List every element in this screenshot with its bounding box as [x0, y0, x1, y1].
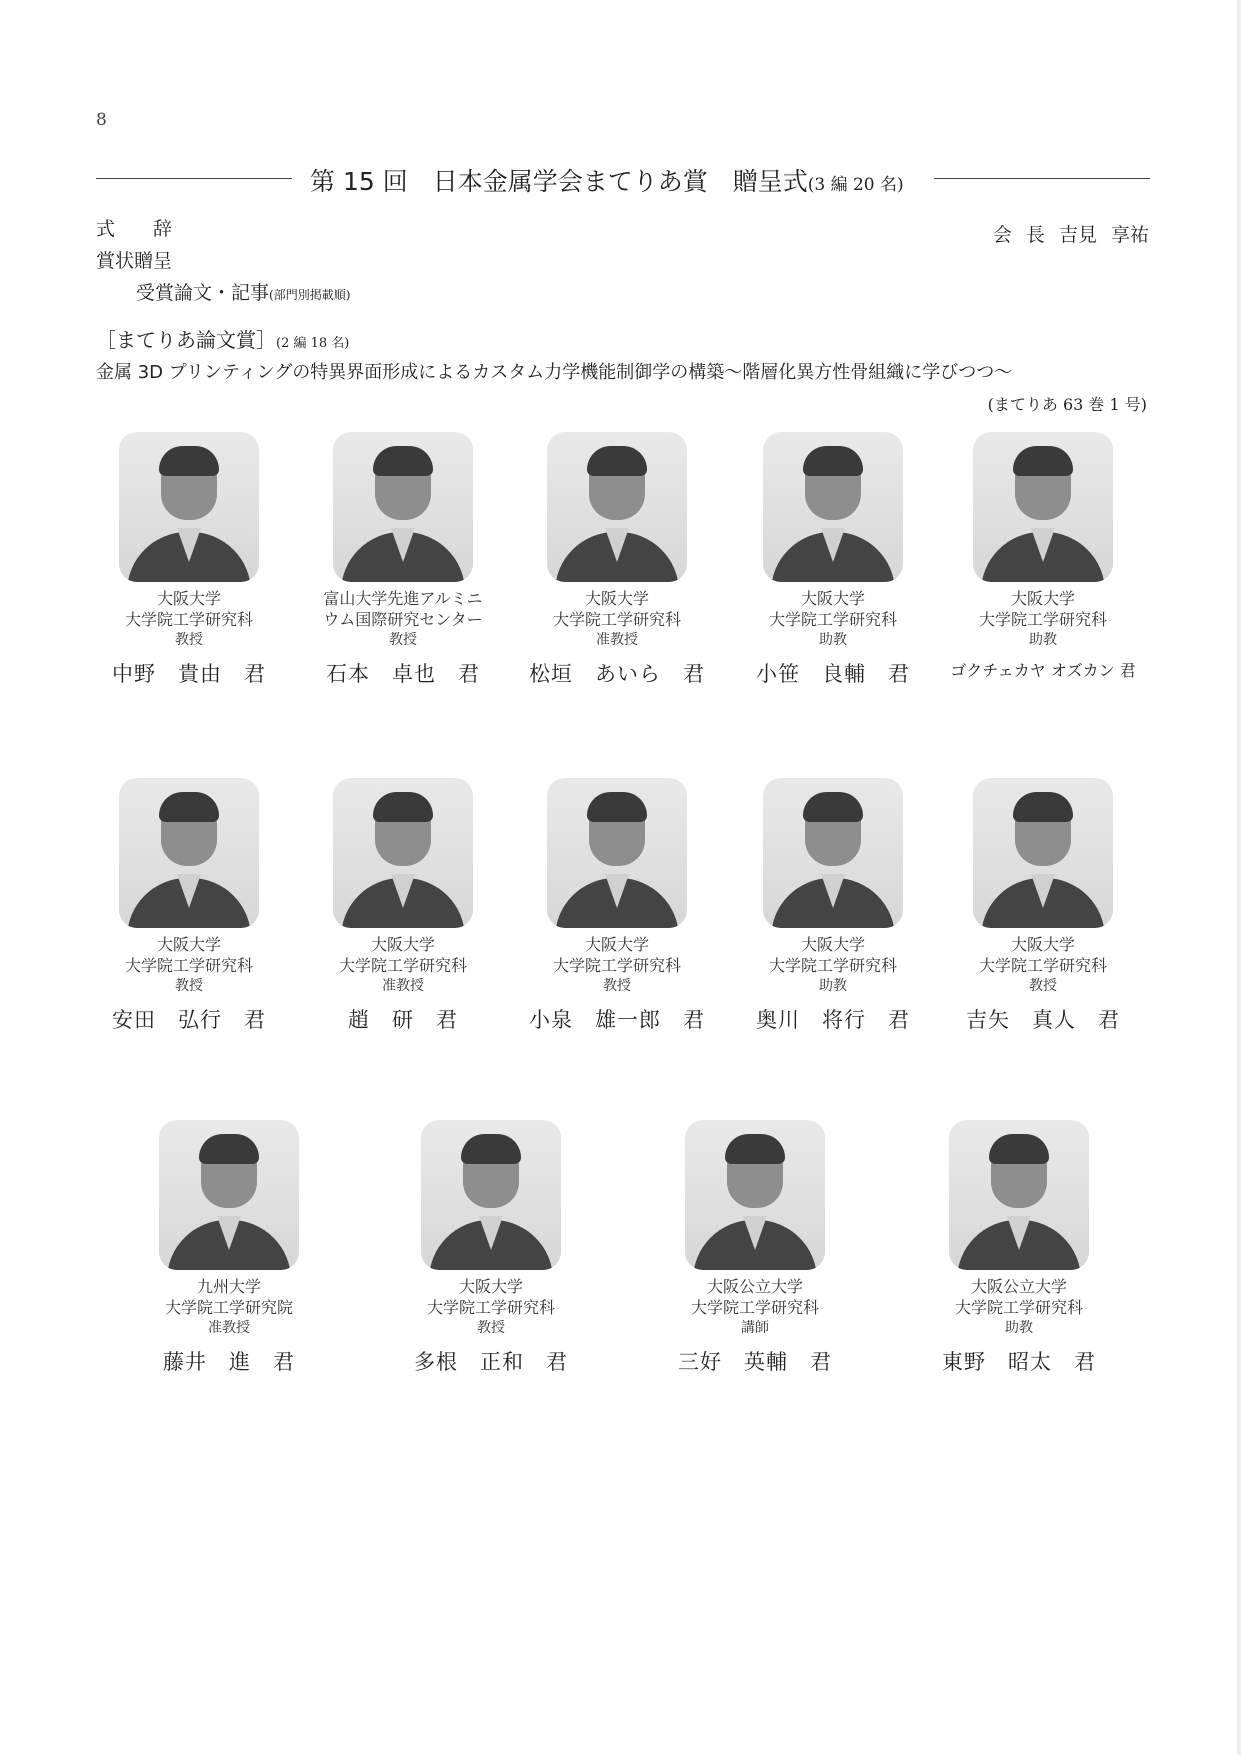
- person-name: 中野 貴由 君: [112, 662, 266, 686]
- affiliation-line-1: 大阪大学: [800, 589, 865, 608]
- affiliation-line-1: 九州大学: [196, 1277, 261, 1296]
- portrait-photo: [973, 778, 1113, 928]
- person-card: [924, 1120, 1114, 1376]
- position: 教授: [175, 632, 203, 648]
- position: 助教: [819, 632, 847, 648]
- person-name: 石本 卓也 君: [326, 662, 480, 686]
- position: 教授: [175, 978, 203, 994]
- position: 助教: [819, 978, 847, 994]
- affiliation-line-1: 大阪大学: [1010, 589, 1075, 608]
- affiliation-line-2: 大学院工学研究院: [164, 1298, 293, 1317]
- paper-title: 金属 3D プリンティングの特異界面形成によるカスタム力学機能制御学の構築～階層化異方性骨組織に学びつつ～: [96, 362, 1013, 383]
- person-name: 三好 英輔 君: [678, 1350, 832, 1374]
- program-papers-label: 受賞論文・記事: [136, 282, 270, 304]
- person-name: 松垣 あいら 君: [529, 662, 705, 686]
- affiliation-line-2: 大学院工学研究科: [978, 956, 1107, 975]
- affiliation-line-1: 大阪公立大学: [970, 1277, 1067, 1296]
- person-name: 小笹 良輔 君: [756, 662, 910, 686]
- portrait-photo: [333, 432, 473, 582]
- person-card: [522, 778, 712, 1034]
- portrait-photo: [685, 1120, 825, 1270]
- portrait-photo: [547, 778, 687, 928]
- person-card: [308, 778, 498, 1034]
- award-count: (2 編 18 名): [276, 336, 350, 351]
- ceremony-title: [310, 162, 904, 198]
- person-name: 趙 研 君: [348, 1008, 458, 1032]
- ceremony-title-count: (3 編 20 名): [807, 175, 904, 195]
- person-name: 小泉 雄一郎 君: [529, 1008, 705, 1032]
- affiliation-line-1: 大阪大学: [584, 589, 649, 608]
- position: 講師: [741, 1320, 769, 1336]
- affiliation-line-2: 大学院工学研究科: [124, 956, 253, 975]
- chair: [993, 220, 1149, 247]
- affiliation-line-1: 大阪大学: [800, 935, 865, 954]
- person-name: 藤井 進 君: [163, 1350, 295, 1374]
- affiliation-line-2: 大学院工学研究科: [338, 956, 467, 975]
- portrait-photo: [973, 432, 1113, 582]
- award-name: ［まてりあ論文賞］: [96, 328, 276, 352]
- person-card: [948, 432, 1138, 681]
- person-card: [738, 778, 928, 1034]
- person-card: [396, 1120, 586, 1376]
- position: 教授: [477, 1320, 505, 1336]
- affiliation-line-1: 大阪大学: [370, 935, 435, 954]
- affiliation-line-2: 大学院工学研究科: [552, 956, 681, 975]
- position: 准教授: [596, 632, 638, 648]
- title-rule-right: [934, 178, 1150, 179]
- affiliation-line-2: 大学院工学研究科: [426, 1298, 555, 1317]
- portrait-photo: [421, 1120, 561, 1270]
- position: 准教授: [208, 1320, 250, 1336]
- portrait-photo: [119, 432, 259, 582]
- person-card: [738, 432, 928, 688]
- portrait-photo: [159, 1120, 299, 1270]
- person-name: ゴクチェカヤ オズカン 君: [950, 661, 1136, 680]
- affiliation-line-2: 大学院工学研究科: [768, 610, 897, 629]
- position: 教授: [389, 632, 417, 648]
- position: 助教: [1029, 632, 1057, 648]
- portrait-photo: [547, 432, 687, 582]
- affiliation-line-2: 大学院工学研究科: [978, 610, 1107, 629]
- portrait-photo: [119, 778, 259, 928]
- page-edge: [1237, 0, 1241, 1755]
- chair-name: 吉見 享祐: [1058, 224, 1149, 246]
- person-card: [134, 1120, 324, 1376]
- ceremony-title-main: 第 15 回 日本金属学会まてりあ賞 贈呈式: [310, 167, 808, 196]
- program-speech: 式 辞: [96, 218, 173, 240]
- person-card: [94, 432, 284, 688]
- affiliation-line-2: 大学院工学研究科: [954, 1298, 1083, 1317]
- affiliation-line-2: 大学院工学研究科: [768, 956, 897, 975]
- journal-citation: (まてりあ 63 巻 1 号): [987, 395, 1147, 414]
- person-card: [94, 778, 284, 1034]
- affiliation-line-1: 大阪大学: [584, 935, 649, 954]
- portrait-photo: [763, 432, 903, 582]
- program-papers-note: (部門別掲載順): [269, 288, 351, 302]
- portrait-photo: [949, 1120, 1089, 1270]
- person-name: 奥川 将行 君: [756, 1008, 910, 1032]
- position: 准教授: [382, 978, 424, 994]
- position: 教授: [603, 978, 631, 994]
- program-award-presentation: 賞状贈呈: [96, 250, 173, 272]
- affiliation-line-1: 大阪大学: [156, 935, 221, 954]
- person-name: 安田 弘行 君: [112, 1008, 266, 1032]
- affiliation-line-1: 大阪大学: [156, 589, 221, 608]
- program-papers: [136, 278, 350, 305]
- ceremony-title-row: [96, 158, 1150, 198]
- position: 教授: [1029, 978, 1057, 994]
- affiliation-line-2: 大学院工学研究科: [690, 1298, 819, 1317]
- position: 助教: [1005, 1320, 1033, 1336]
- affiliation-line-2: 大学院工学研究科: [552, 610, 681, 629]
- person-name: 吉矢 真人 君: [966, 1008, 1120, 1032]
- affiliation-line-2: 大学院工学研究科: [124, 610, 253, 629]
- person-card: [948, 778, 1138, 1034]
- affiliation-line-1: 大阪大学: [458, 1277, 523, 1296]
- affiliation-line-2: ウム国際研究センター: [323, 610, 483, 629]
- affiliation-line-1: 大阪大学: [1010, 935, 1075, 954]
- title-rule-left: [96, 178, 292, 179]
- person-name: 多根 正和 君: [414, 1350, 568, 1374]
- affiliation-line-1: 富山大学先進アルミニ: [323, 589, 483, 608]
- person-card: [308, 432, 498, 688]
- award-heading: [96, 324, 349, 353]
- chair-title: 会 長: [992, 224, 1045, 246]
- affiliation-line-1: 大阪公立大学: [706, 1277, 803, 1296]
- portrait-photo: [333, 778, 473, 928]
- portrait-photo: [763, 778, 903, 928]
- person-card: [660, 1120, 850, 1376]
- person-name: 東野 昭太 君: [942, 1350, 1096, 1374]
- page-number: 8: [96, 110, 107, 130]
- person-card: [522, 432, 712, 688]
